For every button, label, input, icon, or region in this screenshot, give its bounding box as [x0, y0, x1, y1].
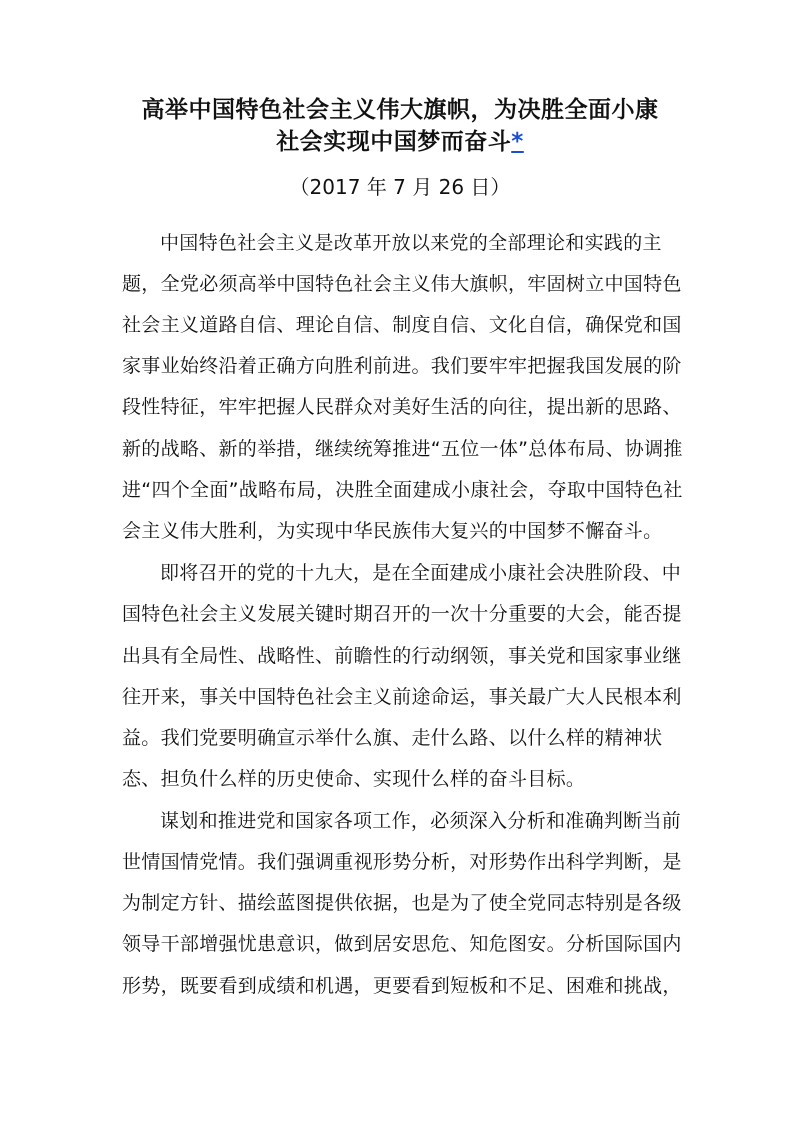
body-line: 会主义伟大胜利，为实现中华民族伟大复兴的中国梦不懈奋斗。: [122, 520, 663, 542]
document-title-line-1: 高举中国特色社会主义伟大旗帜，为决胜全面小康: [141, 97, 659, 123]
body-line: 出具有全局性、战略性、前瞻性的行动纲领，事关党和国家事业继: [122, 645, 682, 667]
body-line: 新的战略、新的举措，继续统筹推进“五位一体”总体布局、协调推: [122, 438, 683, 460]
body-line: 中国特色社会主义是改革开放以来党的全部理论和实践的主: [160, 232, 662, 254]
body-line: 态、担负什么样的历史使命、实现什么样的奋斗目标。: [122, 768, 586, 790]
body-line: 领导干部增强忧患意识，做到居安思危、知危图安。分析国际国内: [122, 933, 682, 955]
body-line: 进“四个全面”战略布局，决胜全面建成小康社会，夺取中国特色社: [122, 479, 683, 501]
body-line: 国特色社会主义发展关键时期召开的一次十分重要的大会，能否提: [122, 603, 682, 625]
body-line: 益。我们党要明确宣示举什么旗、走什么路、以什么样的精神状: [122, 727, 663, 749]
body-line: 家事业始终沿着正确方向胜利前进。我们要牢牢把握我国发展的阶: [122, 355, 682, 377]
document-date: （2017 年 7 月 26 日）: [289, 175, 511, 199]
footnote-link[interactable]: *: [511, 129, 524, 155]
document-title-line-2: [100, 127, 700, 157]
body-line: 段性特征，牢牢把握人民群众对美好生活的向往，提出新的思路、: [122, 396, 682, 418]
body-line: 往开来，事关中国特色社会主义前途命运，事关最广大人民根本利: [122, 686, 682, 708]
body-line: 形势，既要看到成绩和机遇，更要看到短板和不足、困难和挑战，: [122, 975, 682, 997]
body-line: 世情国情党情。我们强调重视形势分析，对形势作出科学判断，是: [122, 851, 682, 873]
body-line: 题，全党必须高举中国特色社会主义伟大旗帜，牢固树立中国特色: [122, 273, 682, 295]
body-line: 社会主义道路自信、理论自信、制度自信、文化自信，确保党和国: [122, 314, 682, 336]
body-line: 为制定方针、描绘蓝图提供依据，也是为了使全党同志特别是各级: [122, 892, 682, 914]
document-title-line-2-text: 社会实现中国梦而奋斗: [276, 129, 512, 155]
body-line: 即将召开的党的十九大，是在全面建成小康社会决胜阶段、中: [160, 562, 682, 584]
body-line: 谋划和推进党和国家各项工作，必须深入分析和准确判断当前: [160, 810, 682, 832]
